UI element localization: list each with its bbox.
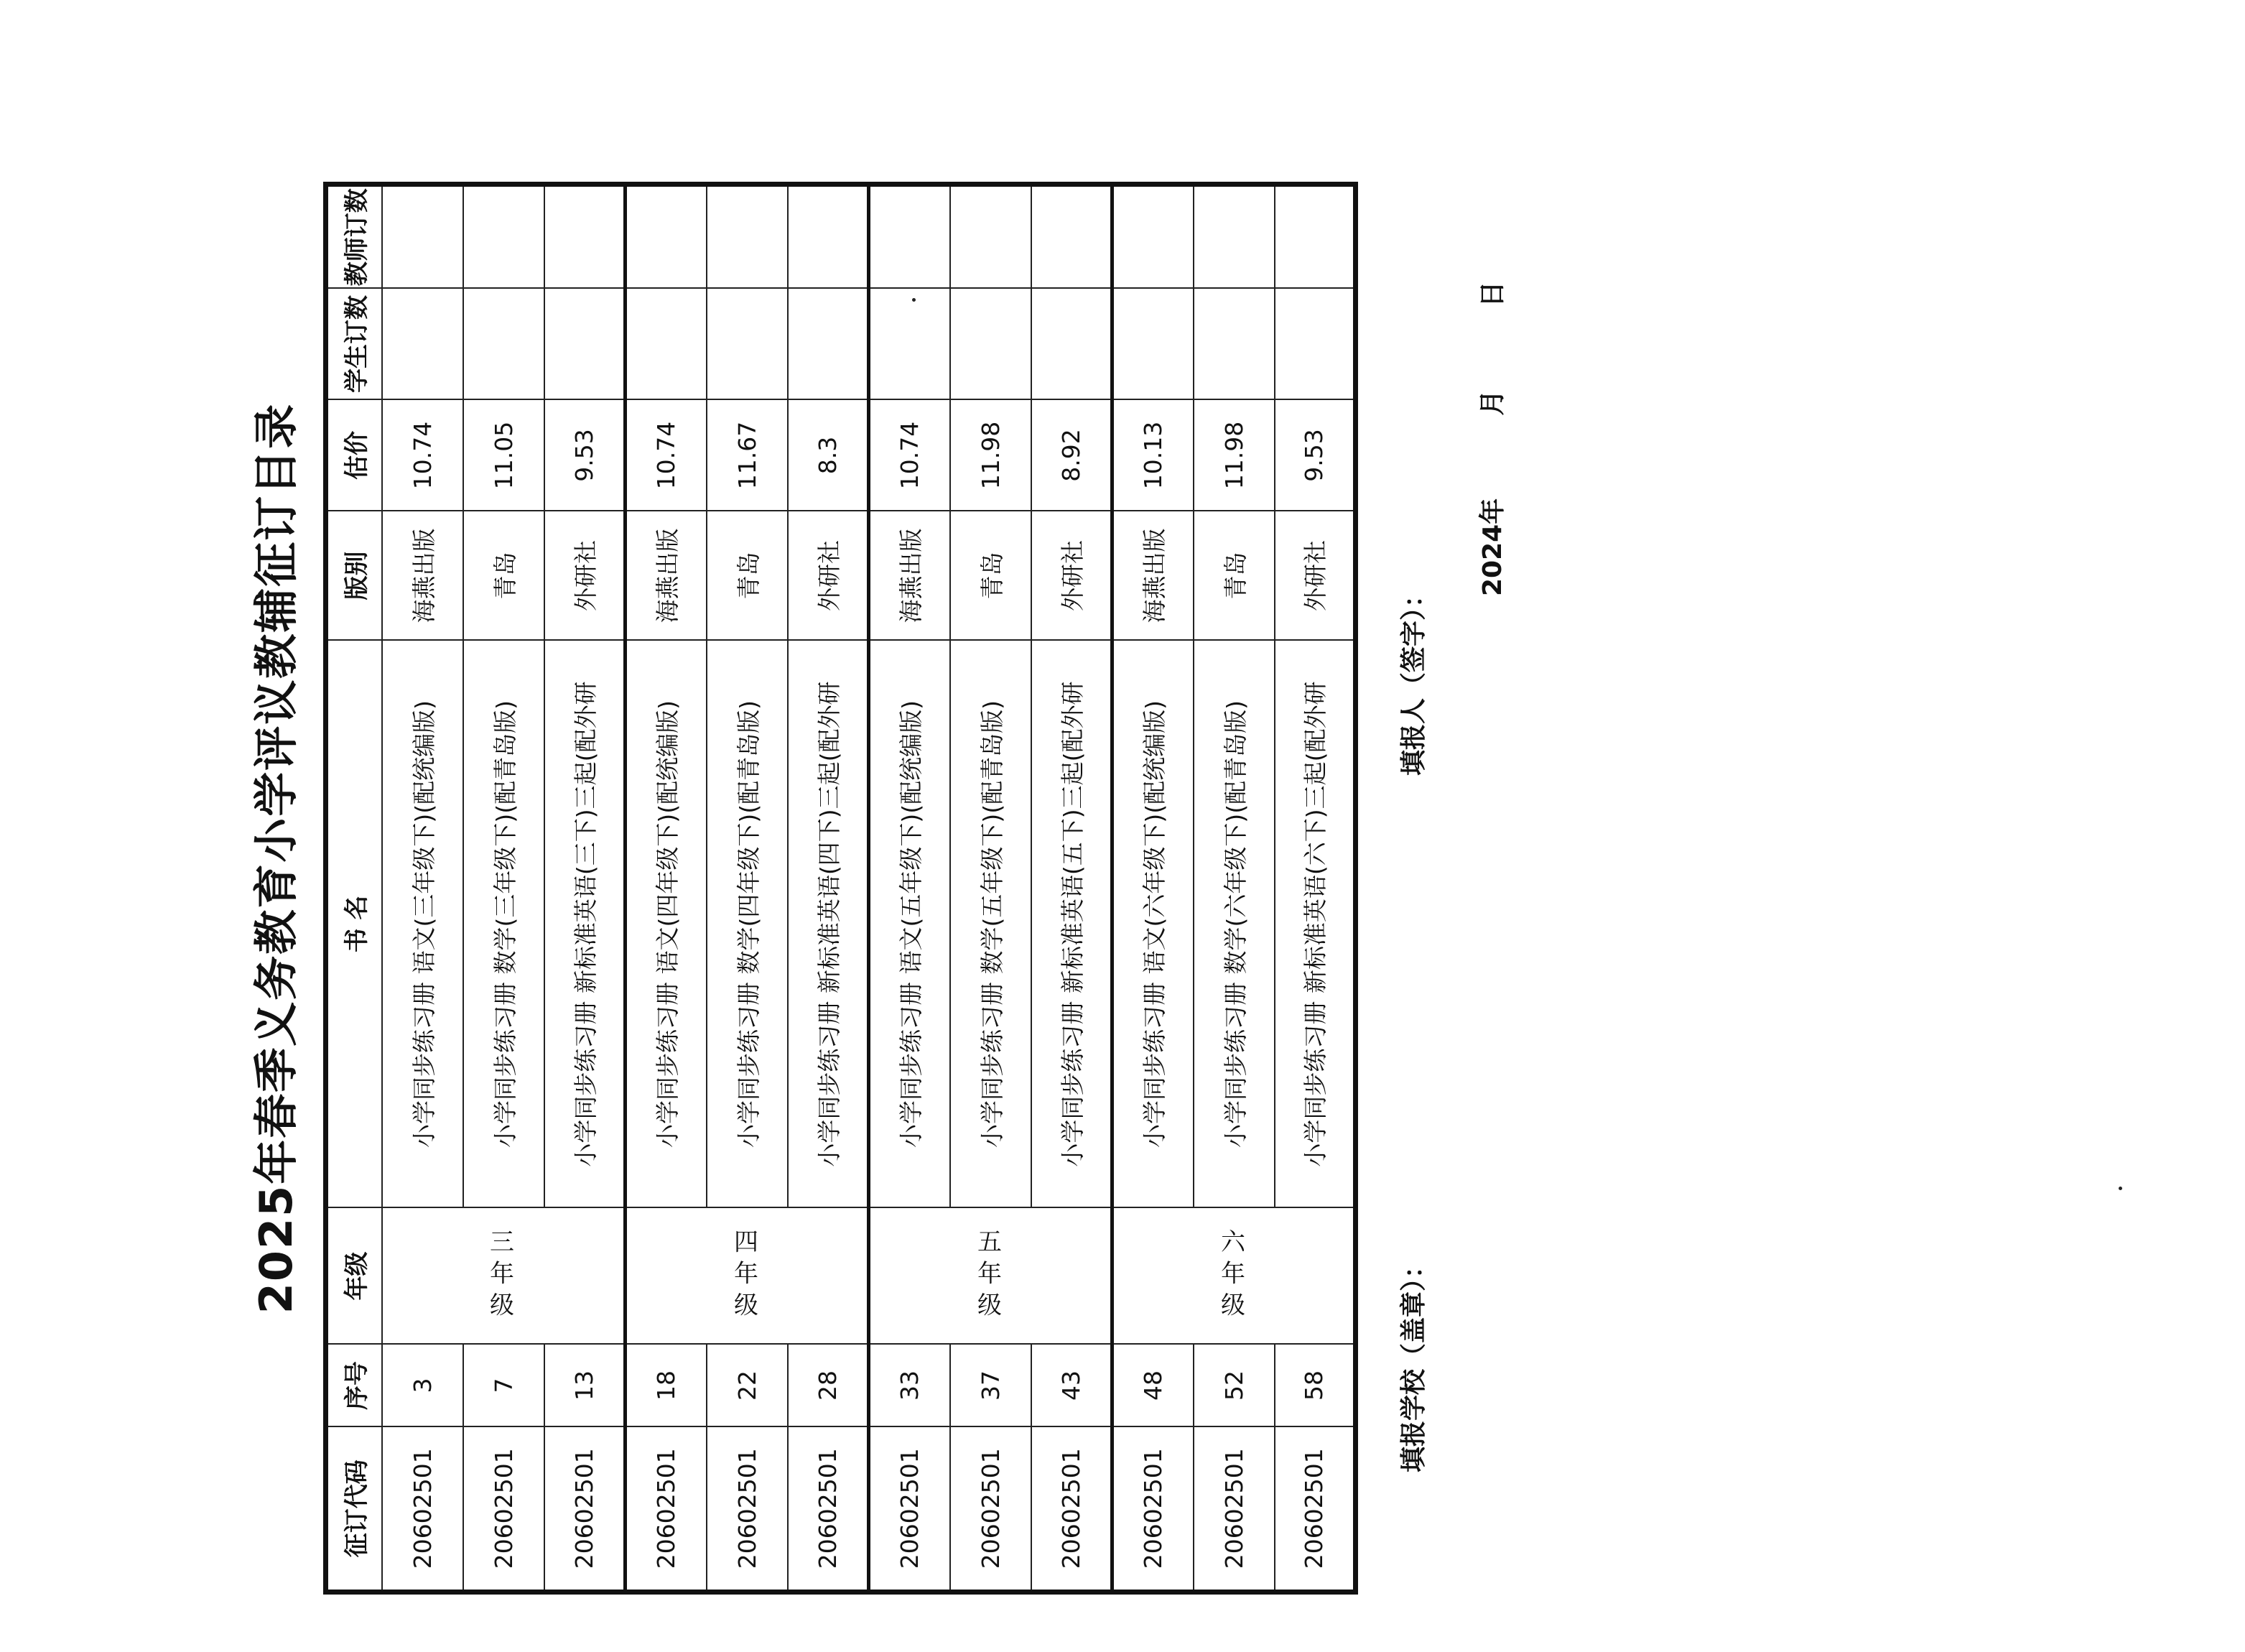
cell-students[interactable] — [1194, 289, 1275, 400]
cell-price: 11.67 — [707, 400, 788, 511]
grade-cell — [1112, 1208, 1356, 1345]
cell-book: 小学同步练习册 新标准英语(六下)三起(配外研 — [1275, 641, 1356, 1208]
cell-book: 小学同步练习册 数学(五年级下)(配青岛版) — [950, 641, 1031, 1208]
cell-code: 20602501 — [1112, 1427, 1194, 1592]
cell-teachers[interactable] — [950, 185, 1031, 289]
cell-code: 20602501 — [1194, 1427, 1275, 1592]
cell-code: 20602501 — [544, 1427, 626, 1592]
cell-edition: 青岛 — [1194, 511, 1275, 641]
document-title: 2025年春季义务教育小学评议教辅征订目录 — [250, 402, 302, 1314]
date-month: 月 — [1478, 389, 1507, 416]
cell-price: 9.53 — [1275, 400, 1356, 511]
grade-label: 六年级 — [1216, 1228, 1245, 1324]
table-row — [950, 185, 1031, 1592]
grade-cell — [626, 1208, 869, 1345]
scan-speck — [2119, 1187, 2122, 1190]
cell-edition: 青岛 — [463, 511, 544, 641]
table-row — [707, 185, 788, 1592]
cell-teachers[interactable] — [869, 185, 950, 289]
cell-price: 11.98 — [950, 400, 1031, 511]
grade-label: 三年级 — [485, 1228, 514, 1324]
header-book: 书 名 — [326, 641, 382, 1208]
cell-edition: 海燕出版 — [1112, 511, 1194, 641]
cell-book: 小学同步练习册 数学(三年级下)(配青岛版) — [463, 641, 544, 1208]
school-seal-label: 填报学校（盖章）： — [1399, 1252, 1428, 1472]
signer-label: 填报人（签字）： — [1399, 581, 1428, 776]
table-row — [1031, 185, 1112, 1592]
header-code: 征订代码 — [326, 1427, 382, 1592]
cell-book: 小学同步练习册 语文(五年级下)(配统编版) — [869, 641, 950, 1208]
grade-label: 五年级 — [972, 1228, 1002, 1324]
cell-teachers[interactable] — [626, 185, 707, 289]
cell-students[interactable] — [1275, 289, 1356, 400]
cell-seq: 13 — [544, 1345, 626, 1427]
cell-seq: 58 — [1275, 1345, 1356, 1427]
table-row — [1112, 185, 1194, 1592]
cell-book: 小学同步练习册 数学(六年级下)(配青岛版) — [1194, 641, 1275, 1208]
cell-book: 小学同步练习册 新标准英语(五下)三起(配外研 — [1031, 641, 1112, 1208]
cell-price: 8.92 — [1031, 400, 1112, 511]
cell-seq: 22 — [707, 1345, 788, 1427]
cell-book: 小学同步练习册 新标准英语(四下)三起(配外研 — [788, 641, 869, 1208]
table-row — [869, 185, 950, 1592]
cell-students[interactable] — [1031, 289, 1112, 400]
cell-teachers[interactable] — [1112, 185, 1194, 289]
header-grade: 年级 — [326, 1208, 382, 1345]
cell-code: 20602501 — [626, 1427, 707, 1592]
cell-price: 9.53 — [544, 400, 626, 511]
cell-seq: 7 — [463, 1345, 544, 1427]
table-row — [1275, 185, 1356, 1592]
table-row — [1194, 185, 1275, 1592]
cell-seq: 52 — [1194, 1345, 1275, 1427]
cell-edition: 青岛 — [950, 511, 1031, 641]
cell-students[interactable] — [869, 289, 950, 400]
grade-label: 四年级 — [729, 1228, 758, 1324]
cell-edition: 外研社 — [1031, 511, 1112, 641]
cell-teachers[interactable] — [382, 185, 463, 289]
cell-students[interactable] — [950, 289, 1031, 400]
cell-teachers[interactable] — [1275, 185, 1356, 289]
cell-students[interactable] — [463, 289, 544, 400]
cell-code: 20602501 — [463, 1427, 544, 1592]
cell-students[interactable] — [1112, 289, 1194, 400]
table-body — [382, 185, 1356, 1592]
header-seq: 序号 — [326, 1345, 382, 1427]
date-day: 日 — [1478, 281, 1507, 307]
cell-students[interactable] — [382, 289, 463, 400]
cell-students[interactable] — [544, 289, 626, 400]
cell-book: 小学同步练习册 语文(六年级下)(配统编版) — [1112, 641, 1194, 1208]
cell-edition: 海燕出版 — [382, 511, 463, 641]
cell-seq: 48 — [1112, 1345, 1194, 1427]
cell-price: 11.98 — [1194, 400, 1275, 511]
cell-code: 20602501 — [950, 1427, 1031, 1592]
cell-price: 10.74 — [869, 400, 950, 511]
table-row — [788, 185, 869, 1592]
grade-cell — [869, 1208, 1112, 1345]
table-row — [544, 185, 626, 1592]
date-year: 2024年 — [1478, 498, 1507, 596]
cell-edition: 海燕出版 — [626, 511, 707, 641]
scan-speck — [912, 298, 916, 302]
cell-price: 8.3 — [788, 400, 869, 511]
cell-code: 20602501 — [707, 1427, 788, 1592]
cell-seq: 43 — [1031, 1345, 1112, 1427]
cell-book: 小学同步练习册 语文(三年级下)(配统编版) — [382, 641, 463, 1208]
cell-book: 小学同步练习册 新标准英语(三下)三起(配外研 — [544, 641, 626, 1208]
cell-code: 20602501 — [869, 1427, 950, 1592]
header-students: 学生订数 — [326, 289, 382, 400]
cell-students[interactable] — [707, 289, 788, 400]
catalog-table — [323, 182, 1358, 1595]
cell-teachers[interactable] — [1031, 185, 1112, 289]
table-header-row — [326, 185, 382, 1592]
cell-price: 10.13 — [1112, 400, 1194, 511]
cell-teachers[interactable] — [707, 185, 788, 289]
cell-edition: 外研社 — [1275, 511, 1356, 641]
cell-edition: 海燕出版 — [869, 511, 950, 641]
cell-code: 20602501 — [788, 1427, 869, 1592]
header-price: 估价 — [326, 400, 382, 511]
table-row — [626, 185, 707, 1592]
cell-price: 10.74 — [626, 400, 707, 511]
cell-seq: 37 — [950, 1345, 1031, 1427]
cell-seq: 33 — [869, 1345, 950, 1427]
cell-teachers[interactable] — [1194, 185, 1275, 289]
cell-teachers[interactable] — [463, 185, 544, 289]
cell-code: 20602501 — [1031, 1427, 1112, 1592]
cell-students[interactable] — [626, 289, 707, 400]
cell-edition: 外研社 — [788, 511, 869, 641]
header-edition: 版别 — [326, 511, 382, 641]
cell-code: 20602501 — [382, 1427, 463, 1592]
cell-code: 20602501 — [1275, 1427, 1356, 1592]
cell-edition: 青岛 — [707, 511, 788, 641]
cell-price: 10.74 — [382, 400, 463, 511]
cell-seq: 3 — [382, 1345, 463, 1427]
cell-price: 11.05 — [463, 400, 544, 511]
cell-teachers[interactable] — [788, 185, 869, 289]
report-date — [1472, 282, 1509, 596]
header-teachers: 教师订数 — [326, 185, 382, 289]
cell-edition: 外研社 — [544, 511, 626, 641]
grade-cell — [382, 1208, 626, 1345]
cell-book: 小学同步练习册 数学(四年级下)(配青岛版) — [707, 641, 788, 1208]
cell-teachers[interactable] — [544, 185, 626, 289]
table-row — [463, 185, 544, 1592]
table-row — [382, 185, 463, 1592]
cell-book: 小学同步练习册 语文(四年级下)(配统编版) — [626, 641, 707, 1208]
cell-seq: 18 — [626, 1345, 707, 1427]
cell-seq: 28 — [788, 1345, 869, 1427]
cell-students[interactable] — [788, 289, 869, 400]
